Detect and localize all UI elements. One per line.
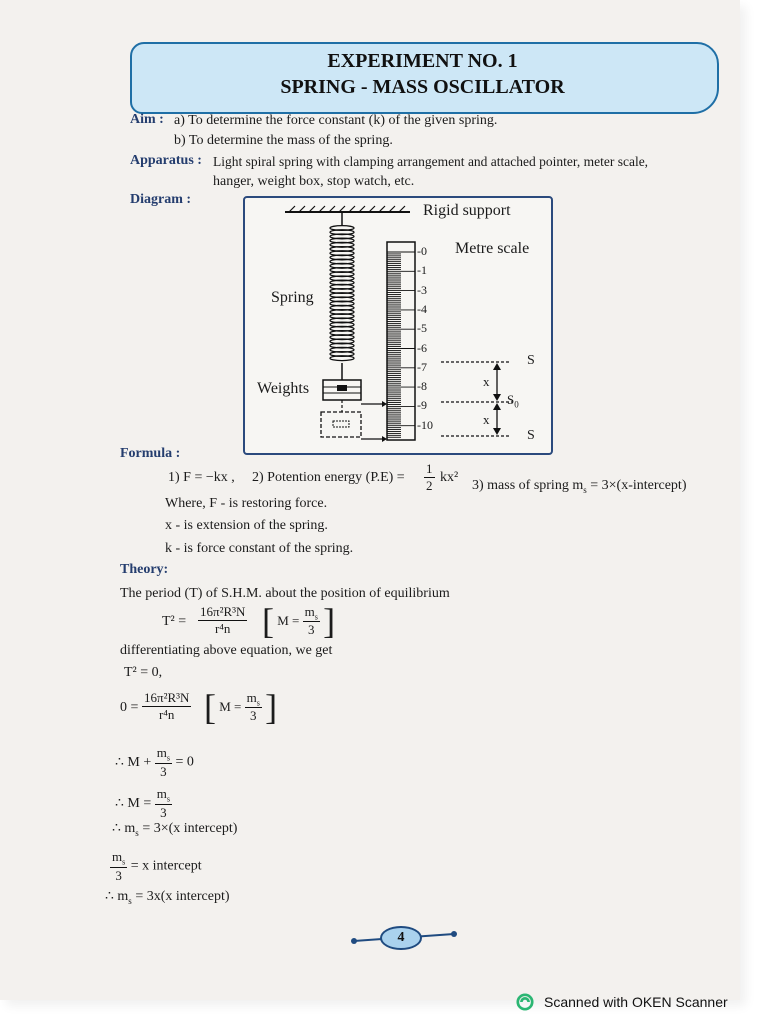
scale-number: -1: [417, 263, 427, 278]
formula-k-desc: k - is force constant of the spring.: [165, 541, 354, 556]
displaced-weights: [321, 412, 361, 437]
spring-mass-diagram: [243, 196, 553, 455]
formula-2-fraction: $\frac{1}{2}$: [426, 461, 433, 493]
formula-label: Formula :: [120, 446, 181, 461]
page-number: 4: [380, 926, 422, 950]
scale-number: -0: [417, 244, 427, 258]
theory-intro: The period (T) of S.H.M. about the position of equilibrium: [120, 586, 450, 601]
diff-text: differentiating above equation, we get: [120, 643, 333, 658]
s-label-top: S: [527, 353, 535, 368]
aim-label: Aim :: [130, 112, 164, 127]
s-label-bottom: S: [527, 428, 535, 443]
experiment-title: SPRING - MASS OSCILLATOR: [280, 76, 565, 98]
formula-1: 1) F = −kx ,: [168, 470, 235, 485]
theory-label: Theory:: [120, 562, 169, 577]
eq6: $\frac{m_s}{3}$ = x intercept: [112, 849, 202, 883]
spring-label: Spring: [271, 289, 314, 306]
eq7: ∴ $m_s = 3x(x$ intercept): [105, 889, 230, 906]
apparatus-label: Apparatus :: [130, 153, 202, 168]
eq1-lhs: T² =: [162, 614, 187, 629]
scale-number: -4: [417, 301, 427, 316]
oken-logo-icon: [516, 993, 534, 1011]
formula-3: 3) mass of spring $m_s$ = 3×(x-intercept): [472, 478, 687, 495]
formula-where: Where, F - is restoring force.: [165, 496, 328, 511]
scale-number: -5: [417, 321, 427, 336]
metre-scale-label: Metre scale: [455, 240, 530, 257]
x-label-1: x: [483, 374, 490, 389]
eq4: ∴ M = $\frac{m_s}{3}$: [115, 786, 171, 820]
formula-2-suffix: kx²: [440, 470, 459, 485]
diagram-label: Diagram :: [130, 192, 192, 207]
formula-2-prefix: 2) Potention energy (P.E) =: [252, 470, 405, 485]
rigid-support-label: Rigid support: [423, 202, 511, 219]
eq2-fraction: $\frac{\text{16π²R³N}}{\text{r⁴n}}$: [144, 690, 190, 722]
eq2-bracket: [ M = $\frac{m_s}{3}$ ]: [204, 687, 278, 727]
scale-number: -9: [417, 398, 427, 413]
eq1-fraction: $\frac{\text{16π²R³N}}{\text{r⁴n}}$: [200, 604, 246, 636]
formula-x-desc: x - is extension of the spring.: [165, 518, 328, 533]
eq2-lhs: 0 =: [120, 700, 139, 715]
t2-zero: T² = 0,: [124, 665, 163, 680]
x-label-2: x: [483, 412, 490, 427]
scale-number: -8: [417, 379, 427, 394]
weights-label: Weights: [257, 380, 310, 397]
scale-number: -10: [417, 417, 433, 432]
spring-coil: [330, 226, 354, 361]
scanner-text: Scanned with OKEN Scanner: [544, 994, 728, 1010]
scale-number: -7: [417, 359, 427, 374]
diagram-svg: [245, 198, 551, 453]
apparatus-line2: hanger, weight box, stop watch, etc.: [213, 174, 415, 189]
aim-b: b) To determine the mass of the spring.: [174, 133, 393, 148]
eq5: ∴ $m_s = 3\times(x$ intercept): [112, 821, 238, 838]
experiment-number: EXPERIMENT NO. 1: [327, 50, 518, 72]
s0-label: $S_0$: [507, 392, 519, 410]
scanner-footer: [516, 990, 728, 1014]
scale-number: -6: [417, 340, 427, 355]
eq3: ∴ M + $\frac{m_s}{3}$ = 0: [115, 745, 194, 779]
eq1-bracket: [ M = $\frac{m_s}{3}$ ]: [262, 601, 336, 641]
aim-a: a) To determine the force constant (k) of the given spring.: [174, 113, 498, 128]
apparatus-line1: Light spiral spring with clamping arrangement and attached pointer, meter scale,: [213, 154, 649, 169]
scale-number: -3: [417, 282, 427, 297]
